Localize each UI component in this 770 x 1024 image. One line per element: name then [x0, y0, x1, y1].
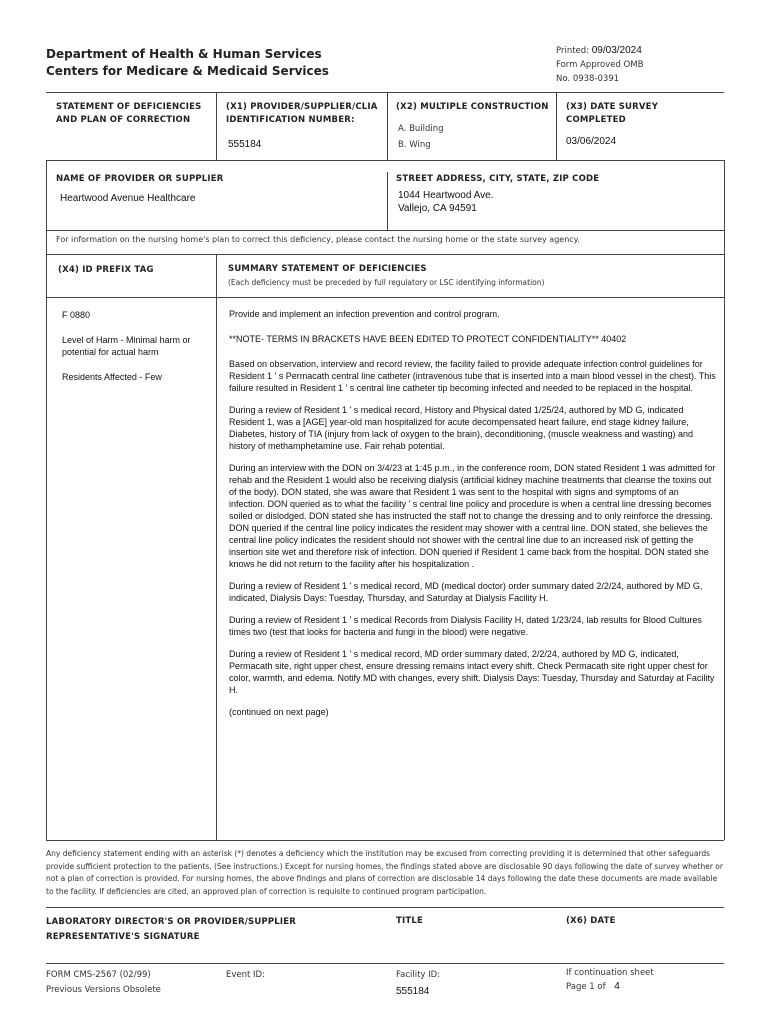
summary-paragraph: During a review of Resident 1 ' s medical record, MD (medical doctor) order summary dated 2/2/24, authored by MD G, indicated, Dialysis Days: Tuesday, Thursday, and Saturday at Dialysis Facility H.: [229, 581, 703, 603]
summary-label: SUMMARY STATEMENT OF DEFICIENCIES: [228, 264, 427, 274]
divider: [46, 297, 724, 298]
summary-paragraph: During a review of Resident 1 ' s medical record, History and Physical dated 1/25/24, authored by MD G, indicated Resident 1, was a [AGE] year-old man hospitalized for acute decompensated heart failure, end stage kidney failure, Diabetes, history of TIA (injury from lack of oxygen to the brain), deconditioning, (muscle weakness and wasting) and history of methamphetamine use. Fair rehab potential.: [229, 405, 694, 451]
title-label: TITLE: [396, 916, 423, 926]
summary-sub: (Each deficiency must be preceded by full regulatory or LSC identifying information): [228, 278, 545, 287]
form-number: FORM CMS-2567 (02/99): [46, 970, 151, 980]
divider: [387, 92, 388, 160]
divider: [46, 230, 47, 254]
x1-label: (X1) PROVIDER/SUPPLIER/CLIA IDENTIFICATION NUMBER:: [226, 102, 378, 125]
omb-number: No. 0938-0391: [556, 74, 620, 84]
divider: [46, 963, 724, 964]
printed-date: 09/03/2024: [591, 45, 642, 56]
divider: [46, 907, 724, 908]
x2-building: A. Building: [398, 124, 444, 134]
form-approved: Form Approved OMB: [556, 60, 644, 70]
summary-paragraph: During an interview with the DON on 3/4/23 at 1:45 p.m., in the conference room, DON stated Resident 1 was admitted for rehab and the Resident 1 would also be receiving dialysis (artificial kidney machine treatments that cleanse the toxins out of the body). DON stated, she was aware that Resident 1 was sent to the hospital with signs and symptoms of an infection. DON queried as to what the facility ' s central line policy and procedure is when a central line dressing becomes soiled or dislodged. DON stated she has instructed the staff not to change the dressing and to only reinforce the dressing. DON queried if the central line policy indicates the resident may shower with a central line. DON stated, she believes the central line policy indicates the resident should not shower with the central line due to an increased risk of getting the insertion site wet and therefore risk of infection. DON queried if Resident 1 came back from the hospital. DON stated she knows he did not return to the facility after his hospitalization .: [229, 463, 716, 569]
previous-versions: Previous Versions Obsolete: [46, 985, 161, 995]
provider-name-label: NAME OF PROVIDER OR SUPPLIER: [56, 174, 224, 184]
event-id-label: Event ID:: [226, 970, 265, 980]
x2-wing: B. Wing: [398, 140, 431, 150]
statement-label: STATEMENT OF DEFICIENCIES AND PLAN OF CORRECTION: [56, 102, 202, 125]
divider: [556, 92, 557, 160]
summary-paragraph: During a review of Resident 1 ' s medical record, MD order summary dated, 2/2/24, authored by MD G, indicated, Permacath site, right upper chest, ensure dressing remains intact every shift. Check Permacath site right upper chest for color, warmth, and edema. Notify MD with changes, every shift. Dialysis Days: Tuesday, Thursday and Saturday at Facility H.: [229, 649, 715, 695]
x2-label: (X2) MULTIPLE CONSTRUCTION: [396, 102, 549, 112]
facility-id-value: 555184: [396, 986, 430, 997]
summary-paragraph: **NOTE- TERMS IN BRACKETS HAVE BEEN EDITED TO PROTECT CONFIDENTIALITY** 40402: [229, 334, 627, 344]
x1-value: 555184: [228, 139, 262, 150]
date-label: (X6) DATE: [566, 916, 616, 926]
summary-paragraph: During a review of Resident 1 ' s medical Records from Dialysis Facility H, dated 1/23/24, lab results for Blood Cultures times two (test that looks for bacteria and fungi in the blood) were negative.: [229, 615, 702, 637]
divider: [46, 160, 724, 161]
divider: [216, 254, 217, 840]
disclaimer: Any deficiency statement ending with an asterisk (*) denotes a deficiency which the institution may be excused from correcting providing it is determined that other safeguards provide sufficient protection to the patients. (See instructions.) Except for nursing homes, the findings stated above are disclosable 90 days following the date of survey whether or not a plan of correction is provided. For nursing homes, the above findings and plans of correction are disclosable 14 days following the date these documents are made available to the facility. If deficiencies are cited, an approved plan of correction is requisite to continued program participation.: [46, 849, 723, 896]
divider: [387, 172, 388, 230]
divider: [46, 160, 47, 230]
divider: [724, 254, 725, 840]
summary-paragraph: Provide and implement an infection prevention and control program.: [229, 309, 500, 319]
divider: [46, 92, 724, 93]
level-of-harm: Level of Harm - Minimal harm or potential for actual harm: [62, 335, 191, 357]
page-indicator: [566, 980, 620, 994]
page-label: Page 1 of: [566, 982, 606, 992]
divider: [46, 230, 724, 231]
provider-name: Heartwood Avenue Healthcare: [60, 193, 196, 204]
page-total: 4: [614, 981, 620, 992]
divider: [724, 160, 725, 230]
centers-title: Centers for Medicare & Medicaid Services: [46, 64, 329, 78]
continued-note: (continued on next page): [229, 707, 329, 717]
divider: [216, 92, 217, 160]
x3-label: (X3) DATE SURVEY COMPLETED: [566, 102, 659, 125]
divider: [46, 840, 724, 841]
department-title: Department of Health & Human Services: [46, 47, 322, 61]
x3-value: 03/06/2024: [566, 136, 617, 147]
divider: [46, 254, 724, 255]
director-signature-label: LABORATORY DIRECTOR'S OR PROVIDER/SUPPLIER REPRESENTATIVE'S SIGNATURE: [46, 917, 297, 942]
address-line1: 1044 Heartwood Ave.: [398, 190, 494, 201]
divider: [46, 254, 47, 840]
info-note: For information on the nursing home's plan to correct this deficiency, please contact the nursing home or the state survey agency.: [56, 235, 580, 244]
divider: [724, 230, 725, 254]
printed-label: Printed:: [556, 46, 590, 56]
x4-label: (X4) ID PREFIX TAG: [58, 265, 154, 275]
summary-body: [229, 308, 717, 728]
continuation-label: If continuation sheet: [566, 968, 654, 978]
address-line2: Vallejo, CA 94591: [398, 203, 477, 214]
residents-affected: Residents Affected - Few: [62, 372, 162, 382]
printed-line: [556, 44, 642, 58]
id-prefix-tag: F 0880: [62, 310, 91, 320]
address-label: STREET ADDRESS, CITY, STATE, ZIP CODE: [396, 174, 600, 184]
summary-paragraph: Based on observation, interview and record review, the facility failed to provide adequate infection control guidelines for Resident 1 ' s Permacath central line catheter (intravenous tube that is inserted into a main blood vessel in the chest). This failure resulted in Resident 1 ' s central line catheter tip becoming infected and needed to be replaced in the hospital.: [229, 359, 716, 393]
facility-id-label: Facility ID:: [396, 970, 441, 980]
